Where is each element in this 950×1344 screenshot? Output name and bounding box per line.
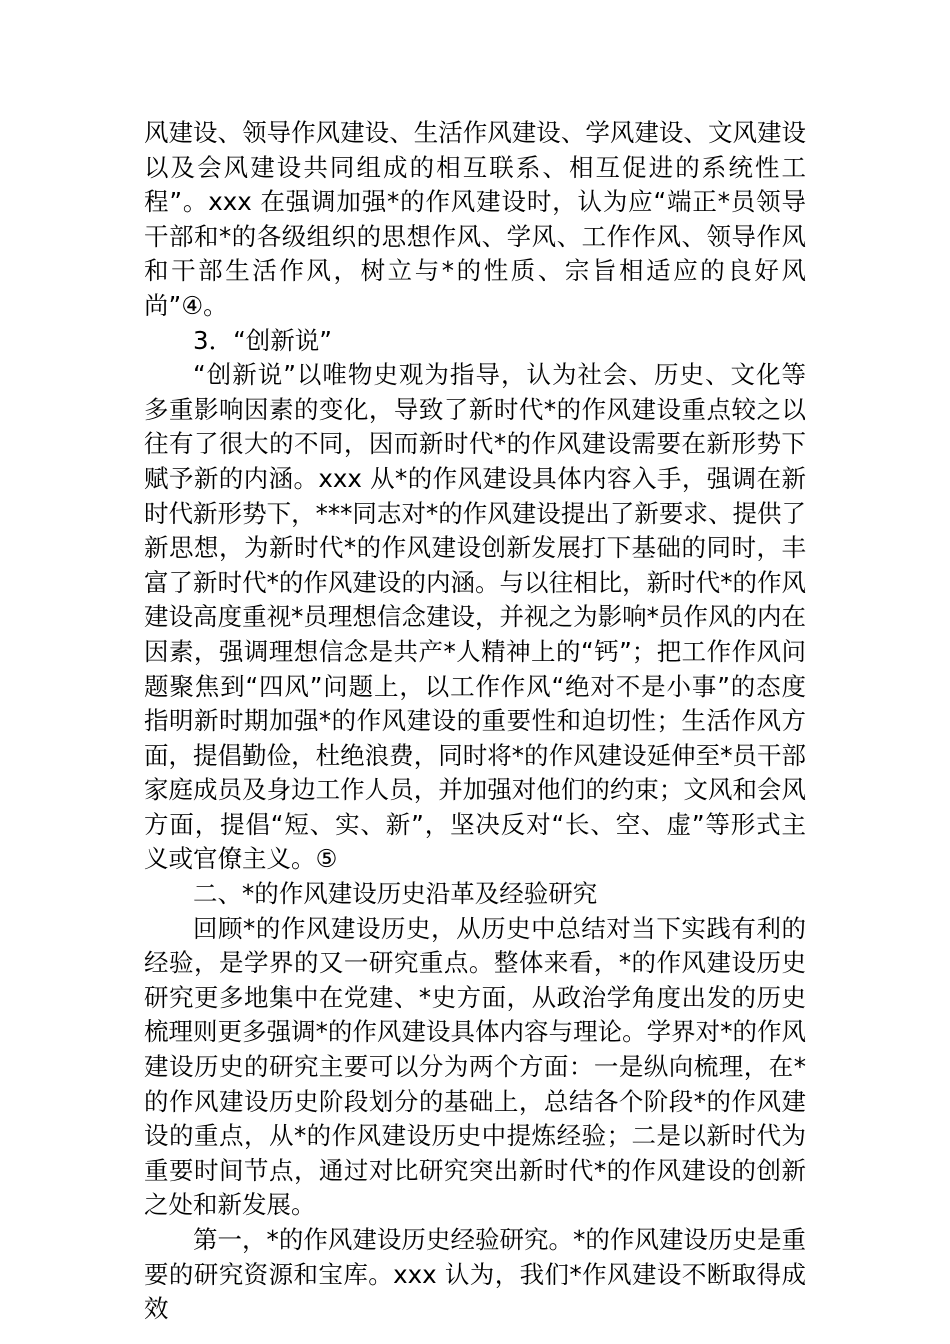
paragraph-history-experience: 第一，*的作风建设历史经验研究。*的作风建设历史是重要的研究资源和宝库。xxx 认为，我们*作风建设不断取得成效 (144, 1225, 806, 1324)
paragraph-continued: 风建设、领导作风建设、生活作风建设、学风建设、文风建设以及会风建设共同组成的相互联系、相互促进的系统性工程”。xxx 在强调加强*的作风建设时，认为应“端正*员领导干部和*的各级组织的思想作风、学风、工作作风、领导作风和干部生活作风，树立与*的性质、宗旨相适应的良好风尚”④。 (144, 118, 806, 320)
paragraph-innovation-theory: “创新说”以唯物史观为指导，认为社会、历史、文化等多重影响因素的变化，导致了新时代*的作风建设重点较之以往有了很大的不同，因而新时代*的作风建设需要在新形势下赋予新的内涵。xxx 从*的作风建设具体内容入手，强调在新时代新形势下，***同志对*的作风建设提出了新要求、提供了新思想，为新时代*的作风建设创新发展打下基础的同时，丰富了新时代*的作风建设的内涵。与以往相比，新时代*的作风建设高度重视*员理想信念建设，并视之为影响*员作风的内在因素，强调理想信念是共产*人精神上的“钙”；把工作作风问题聚焦到“四风”问题上，以工作作风“绝对不是小事”的态度指明新时期加强*的作风建设的重要性和迫切性；生活作风方面，提倡勤俭，杜绝浪费，同时将*的作风建设延伸至*员干部家庭成员及身边工作人员，并加强对他们的约束；文风和会风方面，提倡“短、实、新”，坚决反对“长、空、虚”等形式主义或官僚主义。⑤ (144, 360, 806, 874)
document-body (144, 116, 806, 1327)
section-heading-history: 二、*的作风建设历史沿革及经验研究 (193, 879, 598, 909)
subheading-innovation-theory: 3．“创新说” (193, 325, 332, 355)
paragraph-history-overview: 回顾*的作风建设历史，从历史中总结对当下实践有利的经验，是学界的又一研究重点。整体来看，*的作风建设历史研究更多地集中在党建、*史方面，从政治学角度出发的历史梳理则更多强调*的作风建设具体内容与理论。学界对*的作风建设历史的研究主要可以分为两个方面：一是纵向梳理，在*的作风建设历史阶段划分的基础上，总结各个阶段*的作风建设的重点，从*的作风建设历史中提炼经验；二是以新时代为重要时间节点，通过对比研究突出新时代*的作风建设的创新之处和新发展。 (144, 913, 806, 1220)
